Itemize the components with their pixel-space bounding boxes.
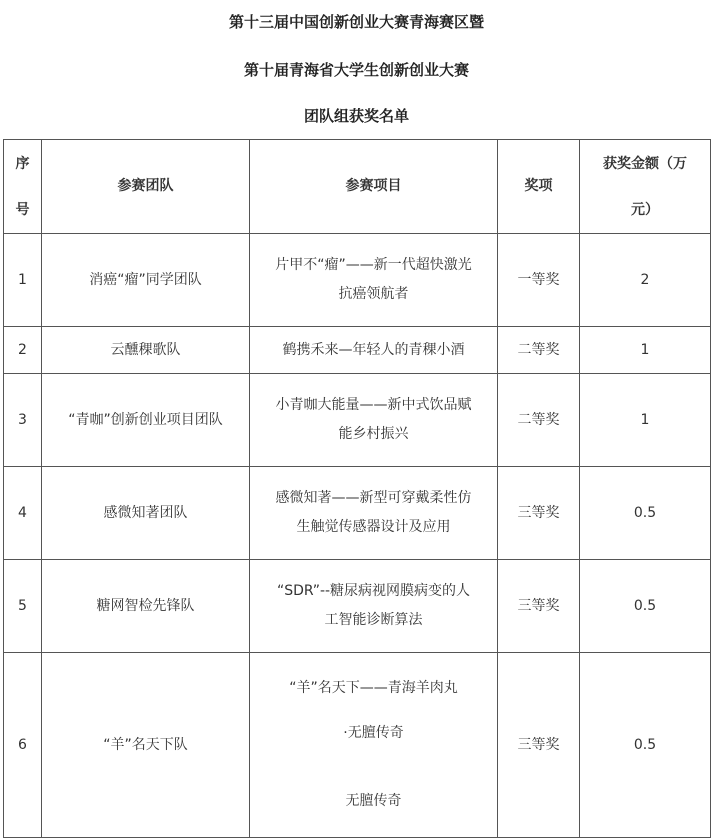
header-amount-top: 获奖金额（万 xyxy=(603,155,687,172)
cell-award: 一等奖 xyxy=(498,234,580,327)
cell-team: 感微知著团队 xyxy=(42,467,250,560)
awards-table xyxy=(3,139,711,838)
header-award: 奖项 xyxy=(498,140,580,234)
cell-award: 三等奖 xyxy=(498,560,580,653)
table-row xyxy=(4,327,711,374)
cell-amount: 1 xyxy=(580,374,711,467)
project-line: “羊”名天下——青海羊肉丸 xyxy=(289,680,458,696)
cell-team: “青咖”创新创业项目团队 xyxy=(42,374,250,467)
cell-amount: 0.5 xyxy=(580,467,711,560)
document-subtitle: 团队组获奖名单 xyxy=(303,107,409,125)
header-amount-bottom: 元） xyxy=(631,201,659,218)
cell-amount: 1 xyxy=(580,327,711,374)
header-index-bottom: 号 xyxy=(15,201,30,218)
project-line: 小青咖大能量——新中式饮品赋 xyxy=(275,397,472,413)
cell-index: 6 xyxy=(4,653,42,838)
project-line: 工智能诊断算法 xyxy=(324,612,423,628)
table-row xyxy=(4,467,711,560)
header-team: 参赛团队 xyxy=(42,140,250,234)
table-row xyxy=(4,653,711,838)
cell-amount: 0.5 xyxy=(580,560,711,653)
header-project: 参赛项目 xyxy=(250,140,498,234)
project-line: 鹤携禾来—年轻人的青稞小酒 xyxy=(282,341,465,358)
project-line: 无膻传奇 xyxy=(345,793,402,809)
table-row xyxy=(4,560,711,653)
cell-index: 2 xyxy=(4,327,42,374)
cell-amount: 2 xyxy=(580,234,711,327)
cell-index: 5 xyxy=(4,560,42,653)
cell-award: 三等奖 xyxy=(498,467,580,560)
cell-project xyxy=(250,374,498,467)
project-line: 生触觉传感器设计及应用 xyxy=(296,519,451,535)
cell-award: 二等奖 xyxy=(498,374,580,467)
cell-team: 云醺稞歌队 xyxy=(42,327,250,374)
cell-team: “羊”名天下队 xyxy=(42,653,250,838)
cell-amount: 0.5 xyxy=(580,653,711,838)
cell-project xyxy=(250,560,498,653)
cell-index: 1 xyxy=(4,234,42,327)
document-title-line2: 第十届青海省大学生创新创业大赛 xyxy=(243,61,469,79)
cell-project xyxy=(250,467,498,560)
cell-project xyxy=(250,234,498,327)
header-amount xyxy=(580,140,711,234)
project-line: ·无膻传奇 xyxy=(343,725,404,741)
cell-project xyxy=(250,327,498,374)
project-line: “SDR”--糖尿病视网膜病变的人 xyxy=(276,583,471,599)
table-row xyxy=(4,234,711,327)
table-row xyxy=(4,374,711,467)
project-line: 感微知著——新型可穿戴柔性仿 xyxy=(275,490,472,506)
cell-project xyxy=(250,653,498,838)
cell-team: 消癌“瘤”同学团队 xyxy=(42,234,250,327)
cell-index: 3 xyxy=(4,374,42,467)
project-line: 抗癌领航者 xyxy=(338,286,409,302)
header-index xyxy=(4,140,42,234)
table-header-row xyxy=(4,140,711,234)
document-title-line1: 第十三届中国创新创业大赛青海赛区暨 xyxy=(228,13,484,31)
cell-award: 二等奖 xyxy=(498,327,580,374)
project-line: 能乡村振兴 xyxy=(338,426,409,442)
header-index-top: 序 xyxy=(15,155,30,172)
cell-team: 糖网智检先锋队 xyxy=(42,560,250,653)
cell-index: 4 xyxy=(4,467,42,560)
cell-award: 三等奖 xyxy=(498,653,580,838)
project-line: 片甲不“瘤”——新一代超快激光 xyxy=(275,257,472,273)
